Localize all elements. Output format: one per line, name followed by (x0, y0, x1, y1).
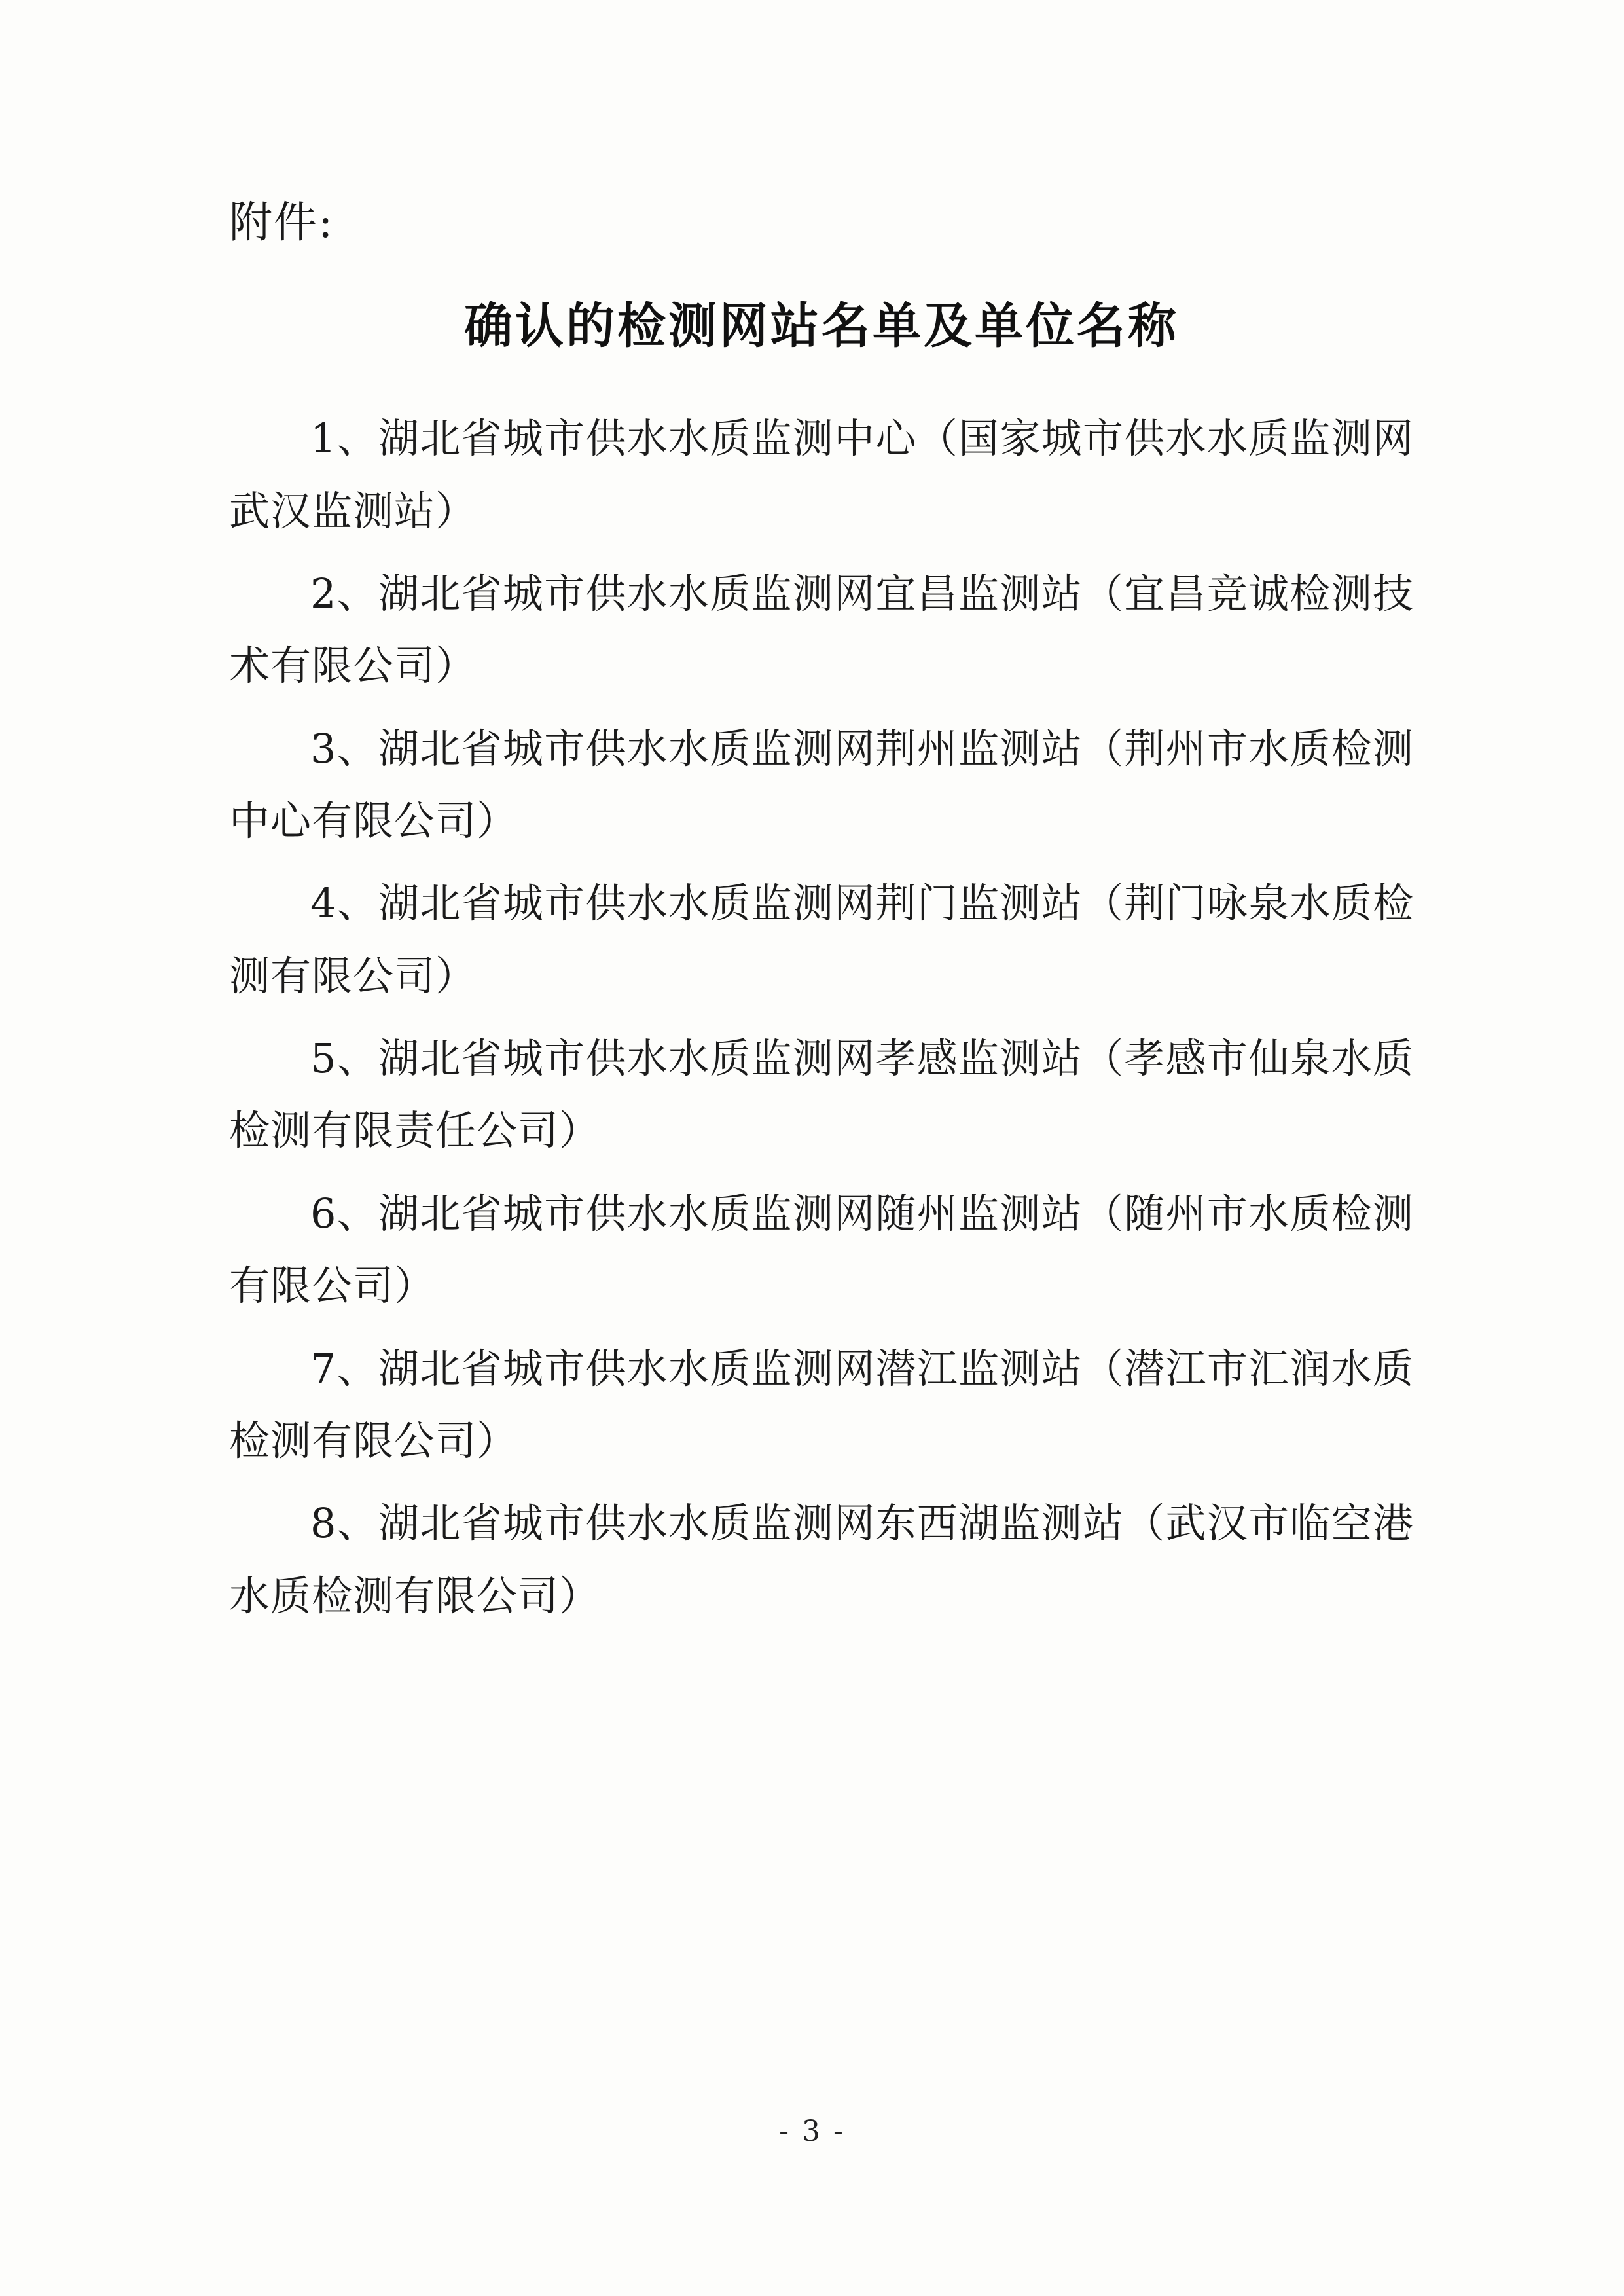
list-item: 7、湖北省城市供水水质监测网潜江监测站（潜江市汇润水质检测有限公司） (229, 1344, 1414, 1465)
list-item: 8、湖北省城市供水水质监测网东西湖监测站（武汉市临空港水质检测有限公司） (229, 1499, 1414, 1620)
list-item: 3、湖北省城市供水水质监测网荆州监测站（荆州市水质检测中心有限公司） (229, 724, 1414, 845)
page-title: 确认的检测网站名单及单位名称 (464, 298, 1179, 355)
attachment-label: 附件: (229, 197, 334, 247)
page-number: - 3 - (779, 2115, 845, 2148)
document-body (229, 196, 1414, 1643)
list-item: 6、湖北省城市供水水质监测网随州监测站（随州市水质检测有限公司） (229, 1189, 1414, 1310)
list-item: 2、湖北省城市供水水质监测网宜昌监测站（宜昌竞诚检测技术有限公司） (229, 569, 1414, 690)
list-item: 5、湖北省城市供水水质监测网孝感监测站（孝感市仙泉水质检测有限责任公司） (229, 1034, 1414, 1155)
list-item: 4、湖北省城市供水水质监测网荆门监测站（荆门咏泉水质检测有限公司） (229, 879, 1414, 1000)
list-item: 1、湖北省城市供水水质监测中心（国家城市供水水质监测网武汉监测站） (229, 414, 1414, 535)
